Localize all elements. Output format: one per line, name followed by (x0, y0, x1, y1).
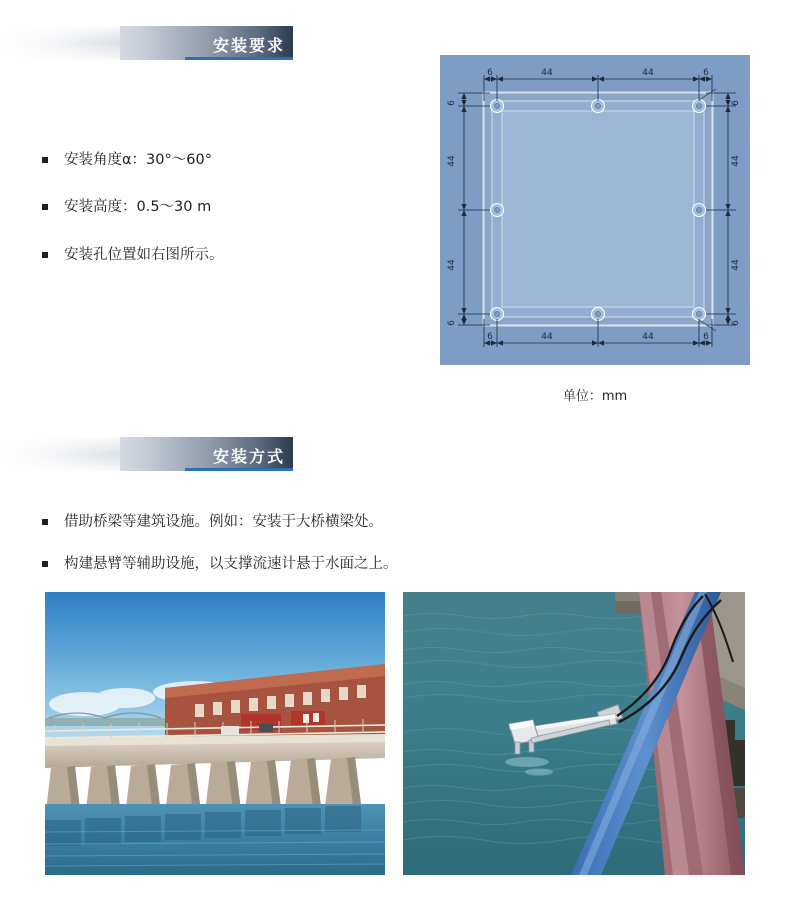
dim-label-right-3: 44 (731, 259, 741, 271)
list-item-label: 借助桥梁等建筑设施。例如：安装于大桥横梁处。 (64, 514, 383, 530)
list-item (42, 150, 224, 170)
bullet-square-icon (42, 519, 48, 525)
section-underline-installation-method (185, 468, 293, 471)
mounting-hole-diagram (440, 55, 750, 365)
dim-label-top-3: 44 (642, 68, 654, 78)
dim-label-bottom-1: 6 (487, 332, 493, 342)
dim-label-right-1: 6 (731, 100, 741, 106)
list-item-label: 安装高度：0.5～30 m (64, 199, 212, 216)
banner-gloss-overlay (0, 26, 120, 60)
dim-label-top-1: 6 (487, 68, 493, 78)
bullet-square-icon (42, 561, 48, 567)
list-item-label: 安装孔位置如右图所示。 (64, 246, 224, 263)
dim-label-top-2: 44 (541, 68, 553, 78)
dim-label-left-3: 44 (447, 259, 457, 271)
drawing-unit-caption: 单位：mm (562, 389, 628, 404)
installation-requirements-list (42, 150, 224, 292)
banner-gloss-overlay (0, 437, 120, 471)
list-item (42, 512, 398, 532)
dim-label-bottom-2: 44 (541, 332, 553, 342)
dim-label-top-4: 6 (703, 68, 709, 78)
section-banner-installation-requirements (0, 26, 293, 60)
dim-label-left-1: 6 (447, 100, 457, 106)
bullet-square-icon (42, 204, 48, 210)
list-item-label: 安装角度α：30°～60° (64, 152, 212, 168)
list-item (42, 245, 224, 265)
list-item (42, 197, 224, 217)
dim-label-bottom-3: 44 (642, 332, 654, 342)
installation-method-list (42, 512, 398, 597)
dim-label-left-2: 44 (447, 155, 457, 167)
list-item-label: 构建悬臂等辅助设施，以支撑流速计悬于水面之上。 (64, 556, 398, 573)
bullet-square-icon (42, 157, 48, 163)
dim-label-right-2: 44 (731, 155, 741, 167)
photo-cantilever-installation (403, 592, 745, 875)
photo-bridge-installation (45, 592, 385, 875)
list-item (42, 554, 398, 574)
section-title-installation-method: 安装方式 (212, 447, 285, 466)
section-banner-installation-method (0, 437, 293, 471)
section-title-installation-requirements: 安装要求 (212, 36, 285, 55)
bullet-square-icon (42, 252, 48, 258)
dim-label-right-4: 6 (731, 320, 741, 326)
dim-label-left-4: 6 (447, 320, 457, 326)
dim-label-bottom-4: 6 (703, 332, 709, 342)
section-underline-installation-requirements (185, 57, 293, 60)
